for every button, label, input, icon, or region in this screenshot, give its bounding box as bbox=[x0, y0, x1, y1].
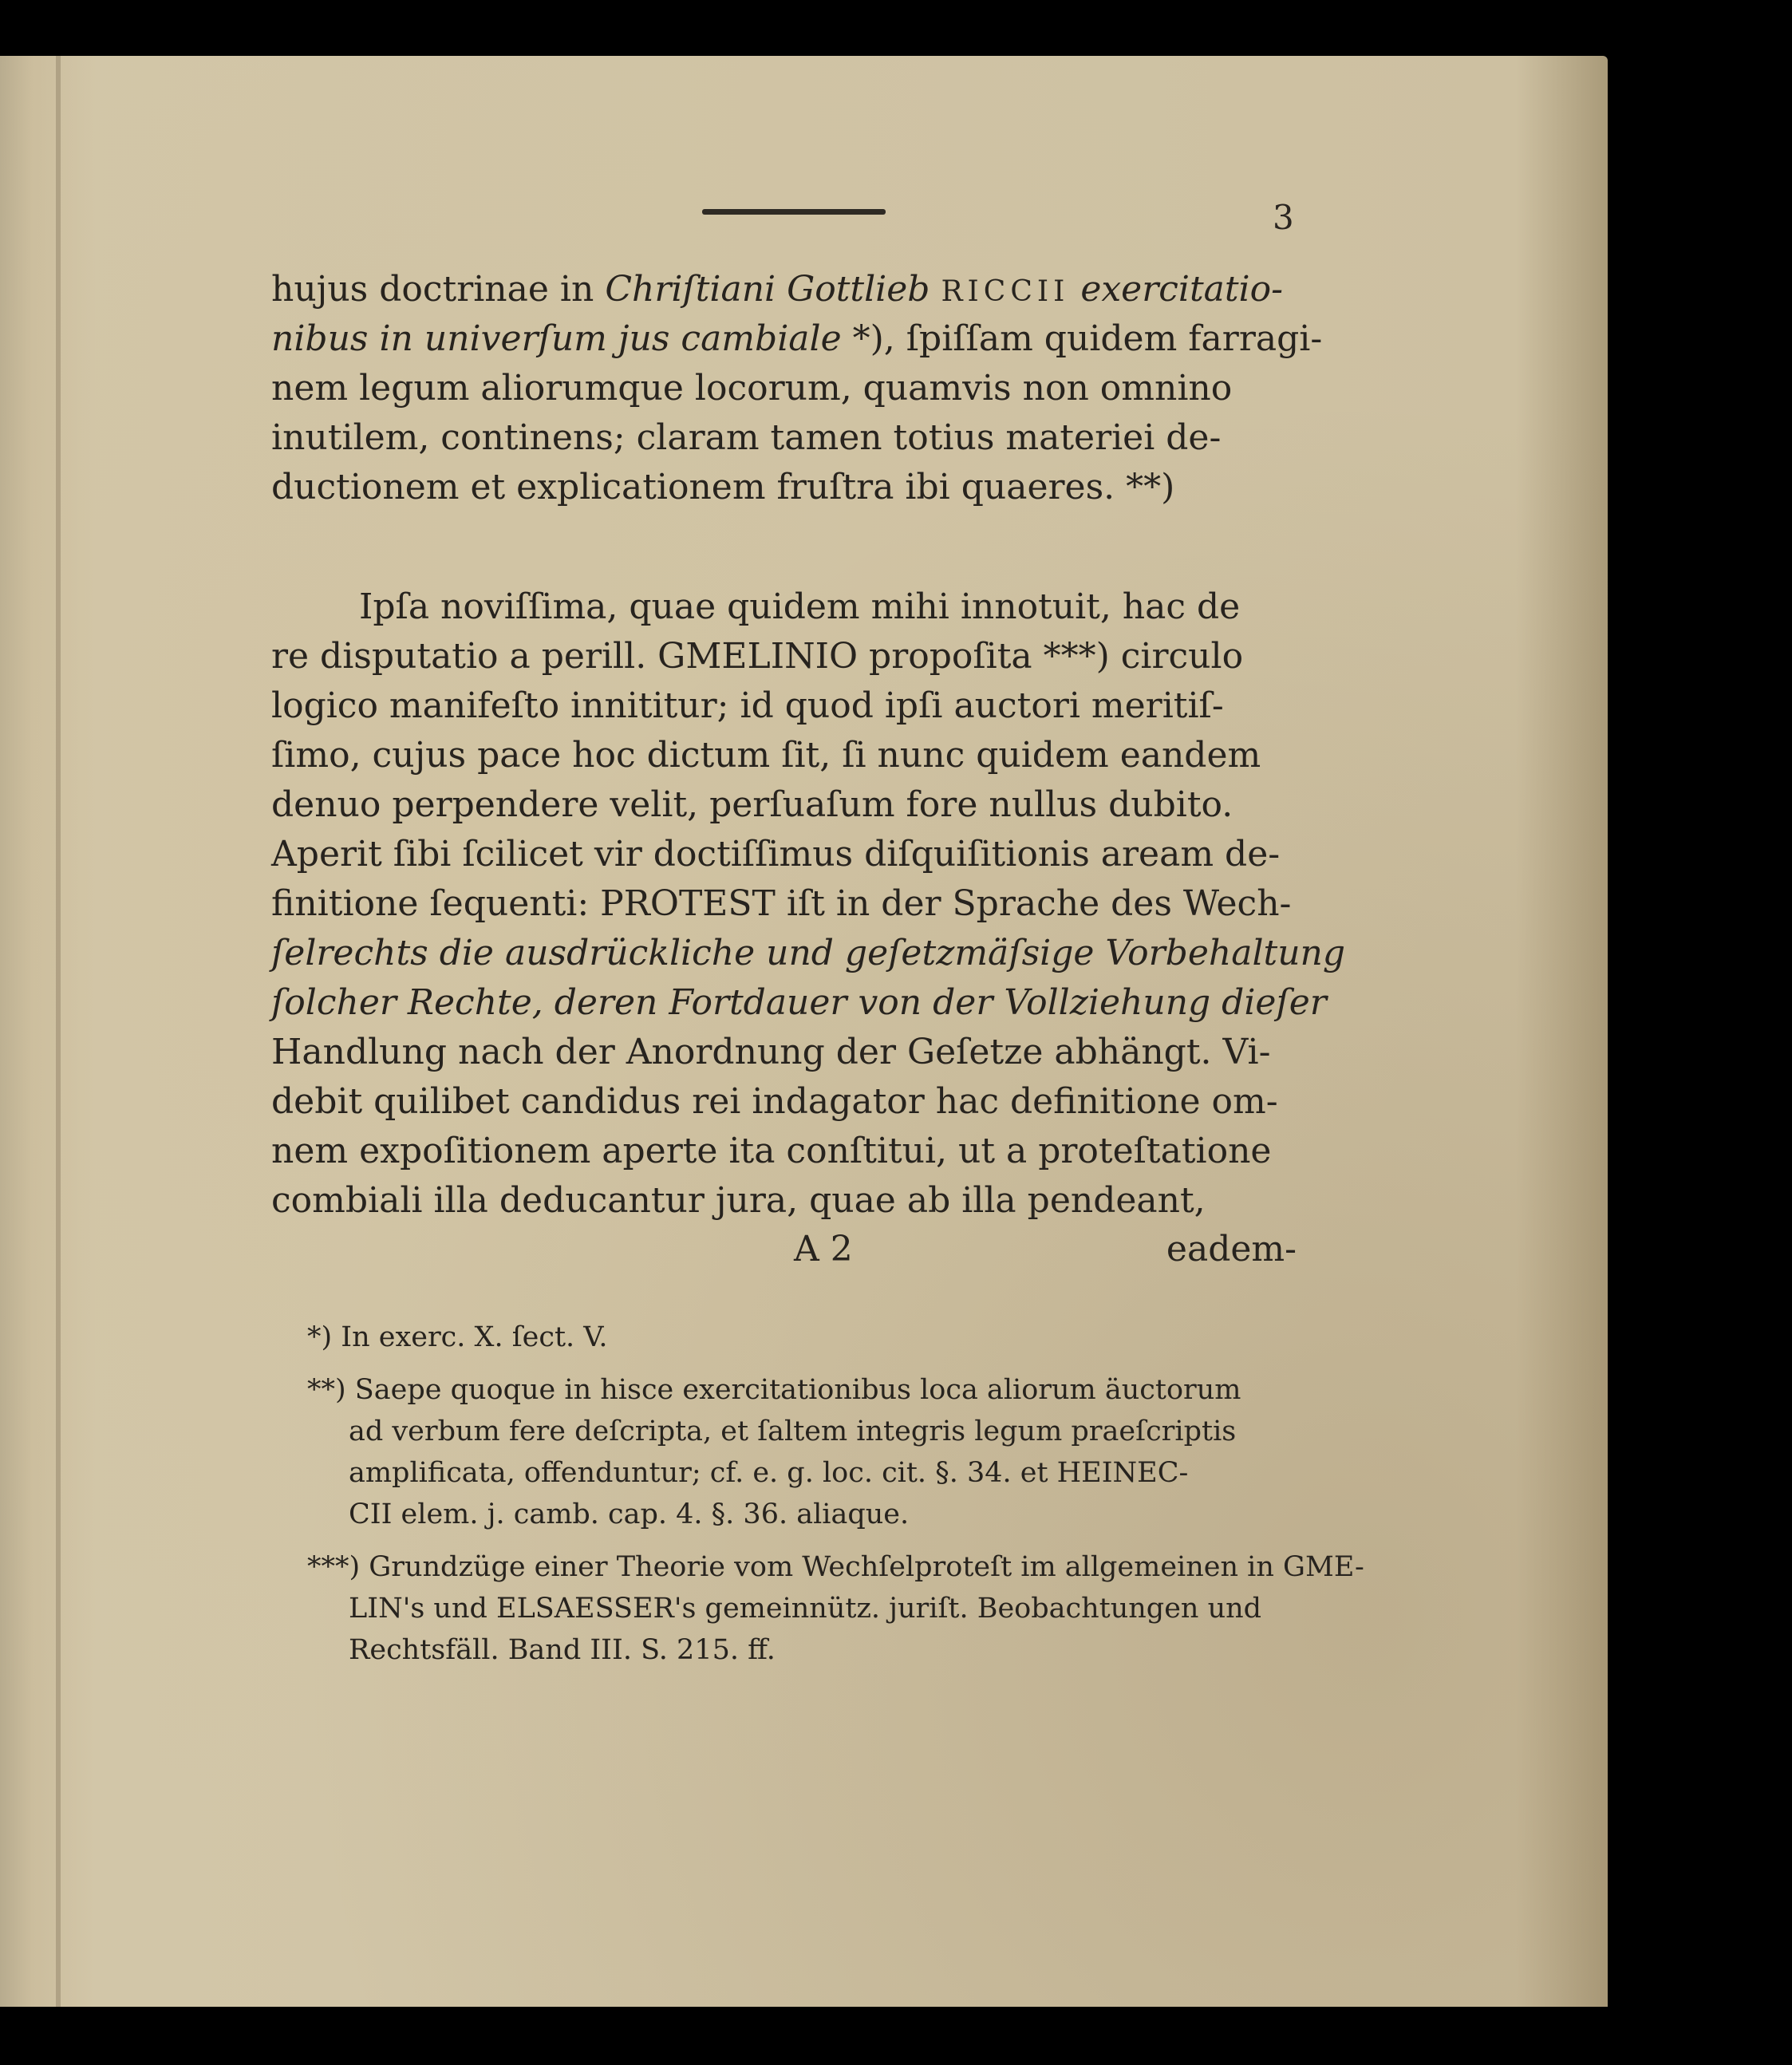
binding-gutter bbox=[56, 56, 61, 2007]
text-line: ſolcher Rechte, deren Fortdauer von der Vollziehung dieſer bbox=[271, 982, 1327, 1023]
footnote bbox=[307, 1317, 1297, 1358]
text-line: ductionem et explicationem fruſtra ibi quaeres. **) bbox=[271, 467, 1175, 507]
paragraph-1 bbox=[271, 265, 1323, 512]
text-line: Handlung nach der Anordnung der Geſetze abhängt. Vi- bbox=[271, 1032, 1271, 1072]
footnote-line: CII elem. j. camb. cap. 4. §. 36. aliaque. bbox=[349, 1498, 910, 1530]
text-line: ſelrechts die ausdrückliche und geſetzmäſsige Vorbehaltung bbox=[271, 933, 1346, 973]
signature-mark: A 2 bbox=[794, 1229, 853, 1269]
text-line: Ipſa noviſſima, quae quidem mihi innotuit, hac de bbox=[359, 586, 1241, 627]
header-ornament-rule bbox=[702, 209, 886, 215]
text-line: denuo perpendere velit, perſuaſum fore nullus dubito. bbox=[271, 784, 1233, 825]
footnotes bbox=[307, 1317, 1364, 1682]
text-line: nem expoſitionem aperte ita conſtitui, ut a proteſtatione bbox=[271, 1131, 1272, 1171]
catchword: eadem- bbox=[1166, 1229, 1297, 1269]
footnote-line: amplificata, offenduntur; cf. e. g. loc. cit. §. 34. et HEINEC- bbox=[349, 1457, 1189, 1489]
text-line: inutilem, continens; claram tamen totius materiei de- bbox=[271, 417, 1222, 458]
footnote-line: LIN's und ELSAESSER's gemeinnütz. juriſt. Beobachtungen und bbox=[349, 1593, 1262, 1625]
text-line: ſimo, cujus pace hoc dictum ſit, ſi nunc quidem eandem bbox=[271, 735, 1261, 776]
text-line: Aperit ſibi ſcilicet vir doctiſſimus diſquiſitionis aream de- bbox=[271, 834, 1281, 875]
footnote-line: Rechtsfäll. Band III. S. 215. ff. bbox=[349, 1634, 776, 1666]
text-line: logico manifeſto innititur; id quod ipſi auctori meritiſ- bbox=[271, 685, 1224, 726]
footnote-line: ad verbum fere deſcripta, et ſaltem integris legum praeſcriptis bbox=[349, 1415, 1237, 1447]
footnote bbox=[307, 1546, 1364, 1671]
text-line: finitione ſequenti: PROTEST iſt in der Sprache des Wech- bbox=[271, 883, 1292, 924]
page-number: 3 bbox=[1273, 198, 1294, 237]
footnote-line: ***) Grundzüge einer Theorie vom Wechſelproteſt im allgemeinen in GME- bbox=[307, 1551, 1364, 1583]
text-line: hujus doctrinae in Chriſtiani Gottlieb RICCII exercitatio- bbox=[271, 269, 1283, 310]
text-line: debit quilibet candidus rei indagator hac definitione om- bbox=[271, 1081, 1278, 1122]
text-line: nibus in univerſum jus cambiale *), ſpiſſam quidem farragi- bbox=[271, 318, 1323, 359]
paragraph-2 bbox=[271, 582, 1346, 1226]
text-line: re disputatio a perill. GMELINIO propoſita ***) circulo bbox=[271, 636, 1244, 677]
text-line: nem legum aliorumque locorum, quamvis non omnino bbox=[271, 368, 1233, 409]
footnote-line: *) In exerc. X. ſect. V. bbox=[307, 1321, 608, 1353]
footnote-line: **) Saepe quoque in hisce exercitationibus loca aliorum äuctorum bbox=[307, 1374, 1241, 1406]
footnote bbox=[307, 1369, 1297, 1535]
text-line: combiali illa deducantur jura, quae ab illa pendeant, bbox=[271, 1180, 1206, 1221]
